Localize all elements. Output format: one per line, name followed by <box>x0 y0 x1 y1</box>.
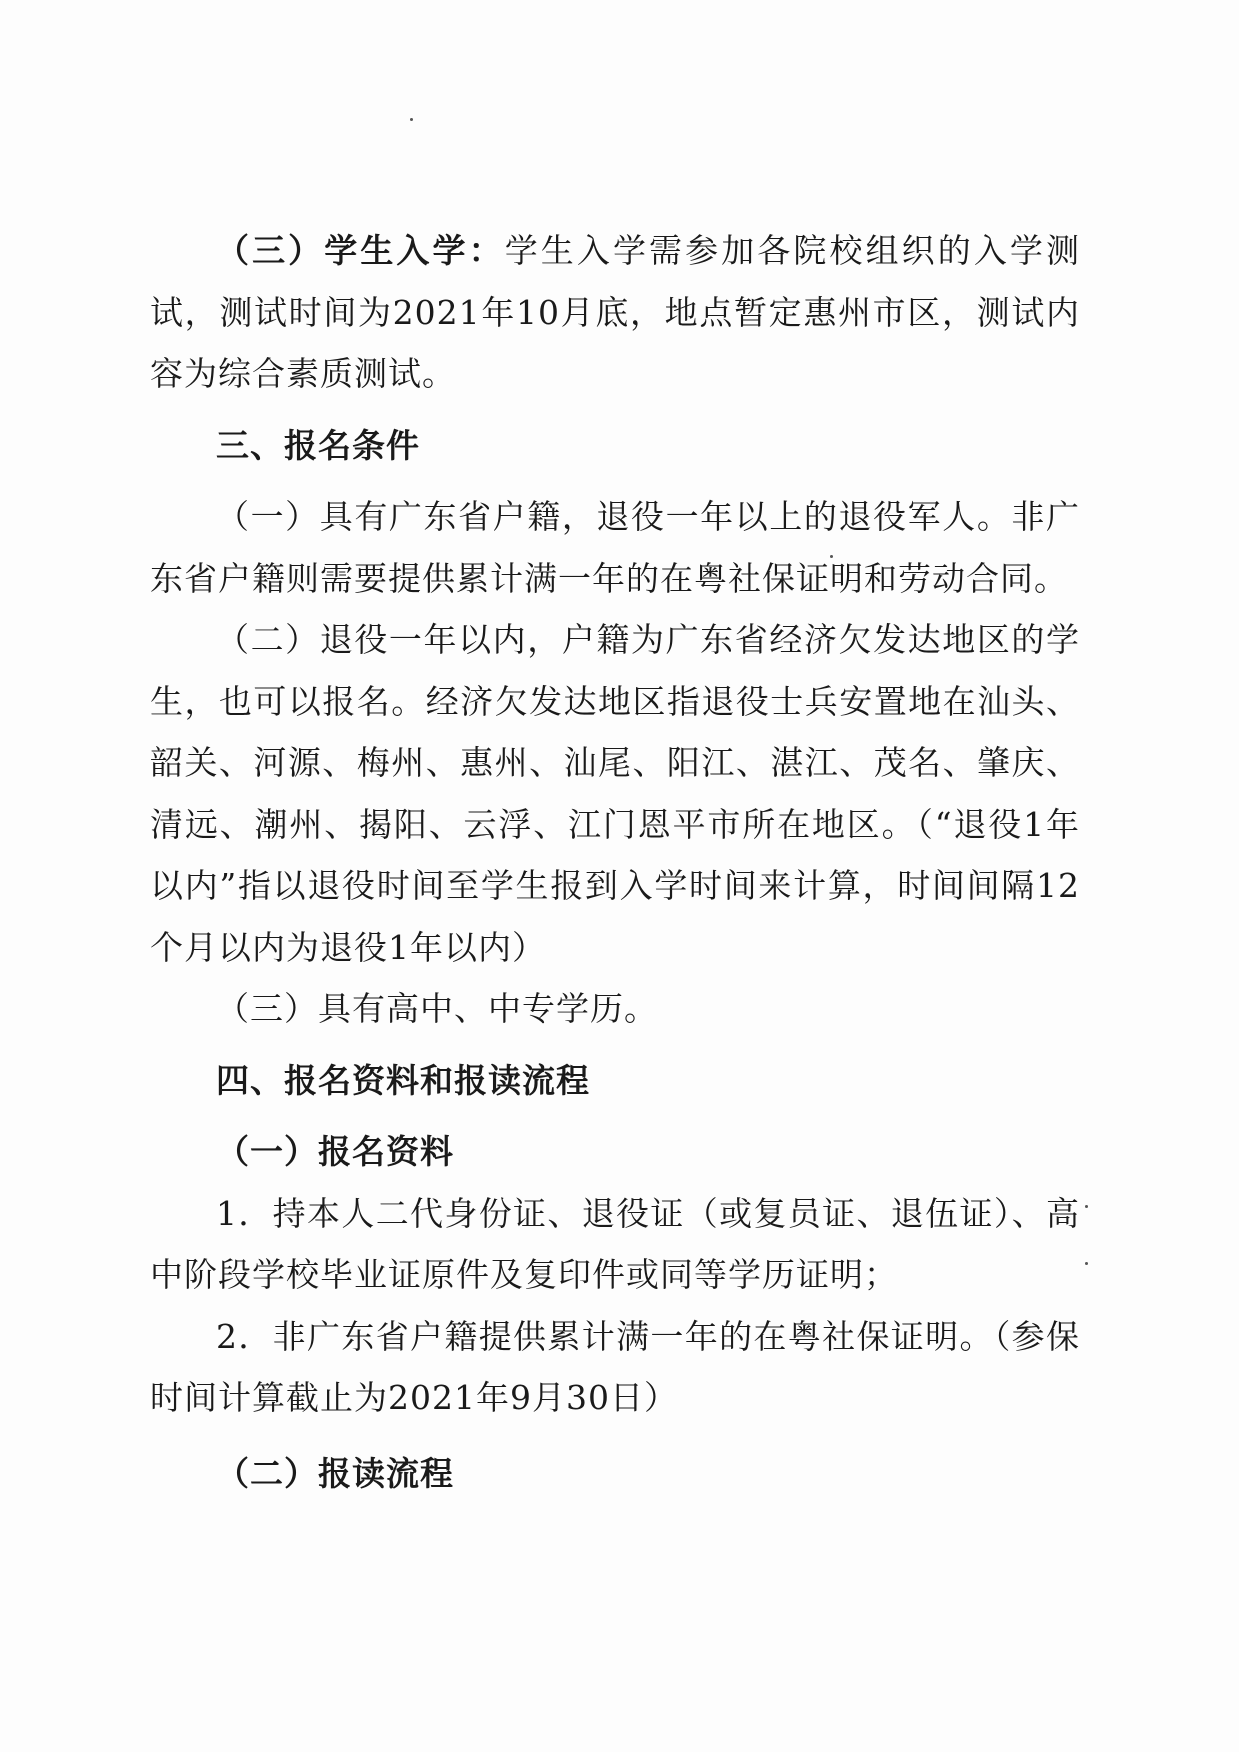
subheading-process: （二）报读流程 <box>216 1453 454 1493</box>
scan-speck <box>1085 1262 1088 1265</box>
paragraph-student-admission <box>150 220 1080 405</box>
section-heading-materials-process: 四、报名资料和报读流程 <box>216 1060 590 1100</box>
eligibility-item-1: （一）具有广东省户籍，退役一年以上的退役军人。非广东省户籍则需要提供累计满一年的在粤社保证明和劳动合同。 <box>150 497 1080 598</box>
paragraph-text: 学生入学需参加各院校组织的入学测试，测试时间为2021年10月底，地点暂定惠州市区，测试内容为综合素质测试。 <box>150 231 1081 393</box>
subheading-materials: （一）报名资料 <box>216 1132 454 1171</box>
paragraph-lead: （三）学生入学： <box>216 231 505 270</box>
eligibility-item-3: （三）具有高中、中专学历。 <box>216 989 658 1028</box>
materials-item-2: 2．非广东省户籍提供累计满一年的在粤社保证明。（参保时间计算截止为2021年9月30日） <box>150 1316 1080 1417</box>
scan-speck <box>1085 1205 1088 1208</box>
document-body <box>150 220 1080 1504</box>
scan-speck <box>410 118 413 121</box>
section-heading-eligibility: 三、报名条件 <box>216 425 420 465</box>
materials-item-1: 1．持本人二代身份证、退役证（或复员证、退伍证）、高中阶段学校毕业证原件及复印件或同等学历证明； <box>150 1193 1080 1294</box>
eligibility-item-2: （二）退役一年以内，户籍为广东省经济欠发达地区的学生，也可以报名。经济欠发达地区指退役士兵安置地在汕头、韶关、河源、梅州、惠州、汕尾、阳江、湛江、茂名、肇庆、清远、潮州、揭阳、云浮、江门恩平市所在地区。（“退役1年以内”指以退役时间至学生报到入学时间来计算，时间间隔12个月以内为退役1年以内） <box>150 620 1080 967</box>
